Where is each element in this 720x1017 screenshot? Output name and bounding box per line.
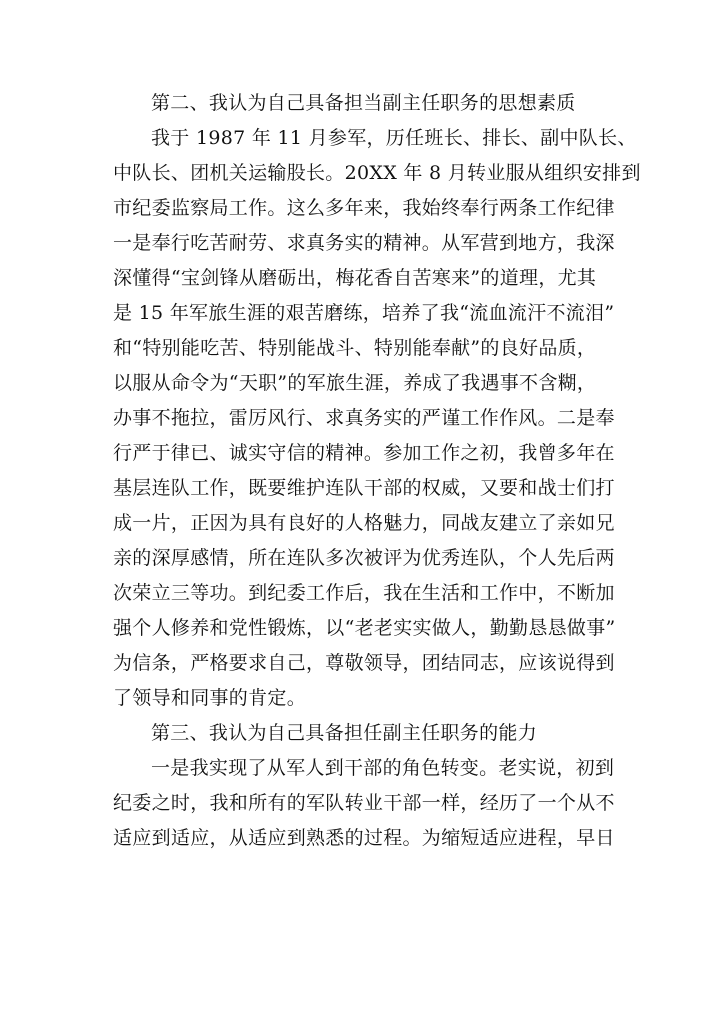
- paragraph-line: 是 15 年军旅生涯的艰苦磨练，培养了我“流血流汗不流泪”: [113, 302, 615, 324]
- paragraph-line: 基层连队工作，既要维护连队干部的权威，又要和战士们打: [113, 477, 615, 499]
- paragraph-line: 市纪委监察局工作。这么多年来，我始终奉行两条工作纪律: [113, 197, 615, 219]
- section-3-paragraph: [113, 751, 615, 856]
- paragraph-line: 强个人修养和党性锻炼，以“老老实实做人，勤勤恳恳做事”: [113, 617, 616, 639]
- paragraph-line: 办事不拖拉，雷厉风行、求真务实的严谨工作作风。二是奉: [113, 407, 615, 429]
- section-2-paragraph: [113, 121, 641, 716]
- paragraph-line: 次荣立三等功。到纪委工作后，我在生活和工作中，不断加: [113, 582, 615, 604]
- document-page: [113, 86, 641, 856]
- paragraph-line: 适应到适应，从适应到熟悉的过程。为缩短适应进程，早日: [113, 827, 615, 849]
- paragraph-line: 中队长、团机关运输股长。20XX 年 8 月转业服从组织安排到: [113, 162, 641, 184]
- paragraph-line: 我于 1987 年 11 月参军，历任班长、排长、副中队长、: [151, 127, 637, 149]
- paragraph-line: 亲的深厚感情，所在连队多次被评为优秀连队，个人先后两: [113, 547, 615, 569]
- paragraph-line: 纪委之时，我和所有的军队转业干部一样，经历了一个从不: [113, 792, 615, 814]
- paragraph-line: 以服从命令为“天职”的军旅生涯，养成了我遇事不含糊，: [113, 372, 597, 394]
- paragraph-line: 一是奉行吃苦耐劳、求真务实的精神。从军营到地方，我深: [113, 232, 615, 254]
- paragraph-line: 了领导和同事的肯定。: [113, 687, 307, 709]
- paragraph-line: 深懂得“宝剑锋从磨砺出，梅花香自苦寒来”的道理，尤其: [113, 267, 597, 289]
- section-2-heading: 第二、我认为自己具备担当副主任职务的思想素质: [151, 92, 576, 114]
- paragraph-line: 为信条，严格要求自己，尊敬领导，团结同志，应该说得到: [113, 652, 615, 674]
- paragraph-line: 一是我实现了从军人到干部的角色转变。老实说，初到: [151, 757, 615, 779]
- paragraph-line: 行严于律已、诚实守信的精神。参加工作之初，我曾多年在: [113, 442, 615, 464]
- section-3-heading: 第三、我认为自己具备担任副主任职务的能力: [151, 722, 538, 744]
- paragraph-line: 成一片，正因为具有良好的人格魅力，同战友建立了亲如兄: [113, 512, 615, 534]
- paragraph-line: 和“特别能吃苦、特别能战斗、特别能奉献”的良好品质，: [113, 337, 597, 359]
